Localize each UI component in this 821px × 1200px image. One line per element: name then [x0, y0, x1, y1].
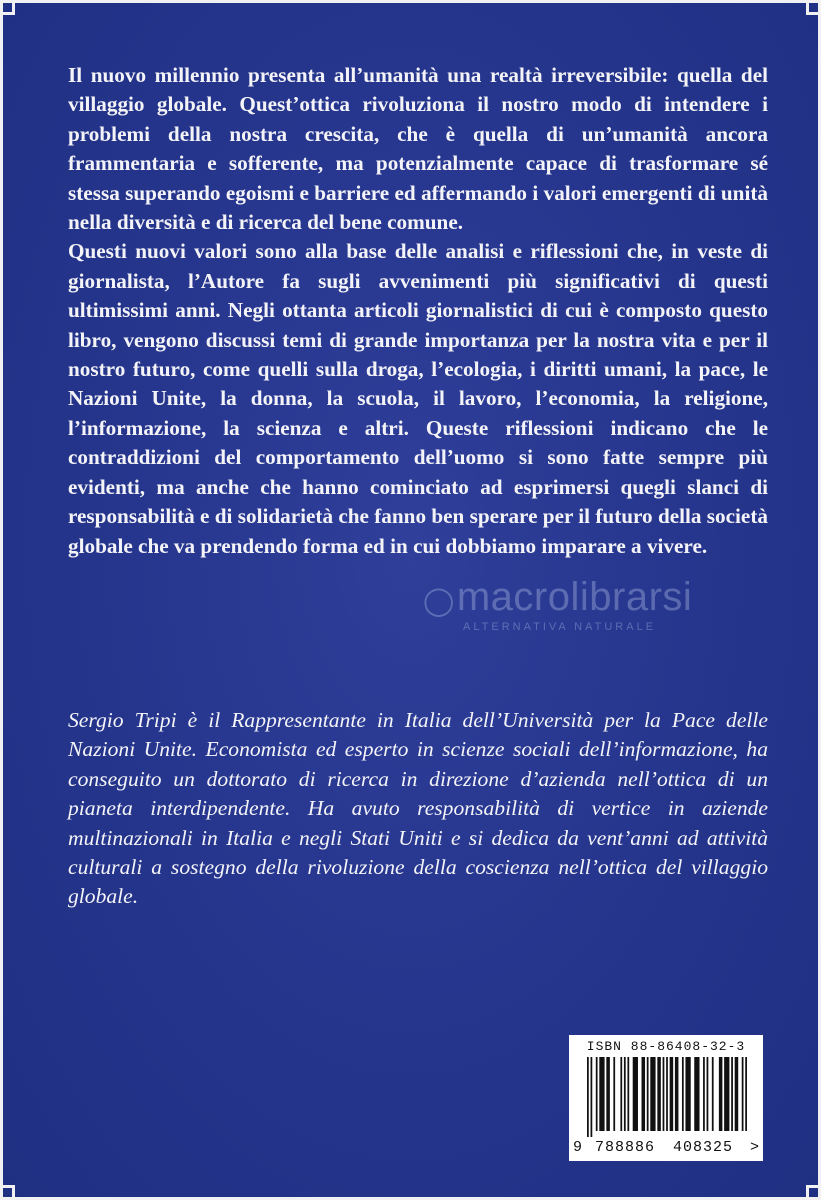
barcode-bar	[599, 1057, 604, 1131]
barcode-bar	[606, 1057, 610, 1131]
watermark-tagline: ALTERNATIVA NATURALE	[463, 621, 657, 633]
barcode-bar	[670, 1057, 674, 1131]
author-bio-text: Sergio Tripi è il Rappresentante in Italia dell’Università per la Pace delle Nazioni Unite. Economista ed esperto in scienze sociali dell’informazione, ha conseguito un dottorato di ricerca in direzione d’azienda nell’ottica di un pianeta interdipendente. Ha avuto responsabilità di vertice in aziende multinazionali in Italia e negli Stati Uniti e si dedica da vent’anni ad attività culturali a sostegno della rivoluzione della coscienza nell’ottica del villaggio globale.	[68, 708, 768, 909]
blurb-paragraph-2: Questi nuovi valori sono alla base delle analisi e riflessioni che, in veste di giornalista, l’Autore fa sugli avvenimenti più significativi di questi ultimissimi anni. Negli ottanta articoli giornalistici di cui è composto questo libro, vengono discussi temi di grande importanza per la nostra vita e per il nostro futuro, come quelli sulla droga, l’ecologia, i diritti umani, la pace, le Nazioni Unite, la donna, la scuola, il lavoro, l’economia, la religione, l’informazione, la scienza e altri. Queste riflessioni indicano che le contraddizioni del comportamento dell’uomo si sono fatte sempre più evidenti, ma anche che hanno cominciato ad esprimersi quegli slanci di responsabilità e di solidarietà che fanno ben sperare per il futuro della società globale che va prendendo forma ed in cui dobbiamo imparare a vivere.	[68, 239, 768, 558]
watermark-brand: macrolibrarsi	[456, 575, 693, 619]
ean-first-digit: 9	[573, 1139, 583, 1156]
barcode-bar	[633, 1057, 638, 1131]
barcode-bar	[742, 1057, 744, 1131]
barcode-bar	[613, 1057, 615, 1131]
barcode-bar	[627, 1057, 629, 1131]
barcode-bar	[745, 1057, 747, 1131]
crop-mark-bottom-left	[0, 1185, 15, 1200]
barcode-bar	[724, 1057, 729, 1131]
blurb-paragraph-1: Il nuovo millennio presenta all’umanità una realtà irreversibile: quella del villaggio globale. Quest’ottica rivoluziona il nostro modo di intendere i problemi della nostra crescita, che è quella di un’umanità ancora frammentaria e sofferente, ma potenzialmente capace di trasformare sé stessa superando egoismi e barriere ed affermando i valori emergenti di unità nella diversità e di ricerca del bene comune.	[68, 63, 768, 235]
watermark-logo	[423, 577, 692, 633]
crop-mark-top-left	[0, 0, 15, 15]
barcode-bar	[707, 1057, 709, 1131]
barcode-bar	[712, 1057, 714, 1131]
barcode-bar	[694, 1057, 699, 1131]
crop-mark-top-right	[806, 0, 821, 15]
barcode-bar	[587, 1057, 589, 1137]
ean-right-group: 408325	[673, 1139, 734, 1156]
barcode-bar	[657, 1057, 661, 1131]
ean-left-group: 788886	[595, 1139, 656, 1156]
barcode-bar	[663, 1057, 665, 1131]
barcode-bar	[650, 1057, 655, 1131]
barcode-bar	[703, 1057, 705, 1131]
barcode-bar	[647, 1057, 649, 1131]
author-bio	[68, 706, 768, 912]
isbn-barcode	[569, 1035, 763, 1161]
m-logo-icon: ◯	[423, 585, 455, 616]
crop-mark-bottom-right	[806, 1185, 821, 1200]
blurb-text	[68, 61, 768, 561]
barcode-bar	[685, 1057, 690, 1131]
isbn-label: ISBN 88-86408-32-3	[586, 1039, 746, 1054]
barcode-bar	[731, 1057, 733, 1131]
ean-arrow: >	[749, 1139, 759, 1156]
barcode-bar	[719, 1057, 723, 1131]
barcode-bars	[587, 1057, 747, 1137]
barcode-bar	[735, 1057, 739, 1131]
barcode-bar	[624, 1057, 626, 1131]
barcode-bar	[666, 1057, 668, 1131]
barcode-bar	[591, 1057, 593, 1137]
barcode-bar	[682, 1057, 684, 1131]
barcode-bar	[620, 1057, 622, 1131]
barcode-bar	[596, 1057, 598, 1131]
barcode-bar	[675, 1057, 679, 1131]
barcode-bar	[642, 1057, 646, 1131]
